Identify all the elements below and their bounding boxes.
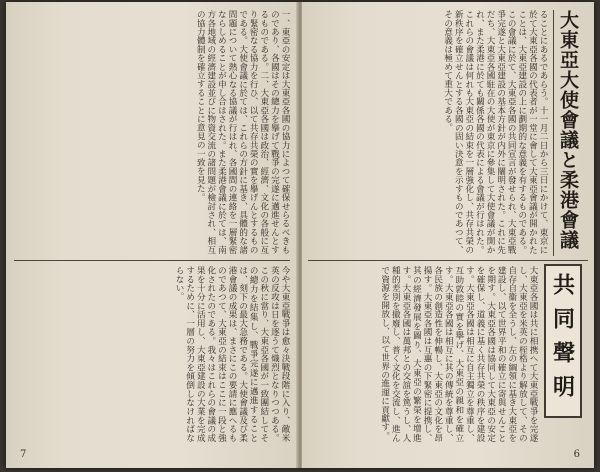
- article-headline: 大東亞大使會議と柔港會議: [557, 10, 579, 250]
- left-column-divider: [14, 260, 290, 261]
- page-number-right: 6: [573, 449, 580, 460]
- page-number-left: 7: [20, 449, 27, 460]
- headline-rule: [553, 10, 554, 256]
- left-top-column: 一、東亞の安定は大東亞各國の協力によつて確保せらるべきものであり、各國はその總力を擧げて戰爭の完遂に邁進せんとするものである。二、大東亞各國は政治、經濟、文化の各般に亙り緊密なる協力を行ひ、以て共存共榮の實を擧げんとするものである。大使會議に於ては、これらの方針に基き、具體的な諸問題について熱心なる協議が行はれ、各國間の連絡を一層緊密ならしめることが申し合はされた。また柔港會議に於ては、南方各地域の經濟建設並びに物資交流の諸問題が檢討され、相互の協力體制を確立することに意見の一致を見た。: [195, 10, 290, 254]
- joint-statement-box: 共同聲明: [544, 264, 582, 418]
- page-right: [302, 2, 594, 468]
- right-bottom-column: 大東亞各國は共に相携へて大東亞戰爭を完遂し、大東亞を米英の桎梏より解放して、その自存自衞を全うし、左の綱領に基き大東亞を建設し、以て世界平和の確立に寄與せんことを期す。大東亞各國は協同して大東亞の安定を確保し、道義に基く共存共榮の秩序を建設す。大東亞各國は相互に自主獨立を尊重し、互助敦睦の實を擧げ、大東亞の親和を確立す。大東亞各國は相互に其の傳統を尊重し、各民族の創造性を伸暢し、大東亞の文化を昂揚す。大東亞各國は互惠の下緊密に提携し、其の經濟發展を圖り、大東亞の繁榮を增進す。大東亞各國は萬邦との交誼を篤うし、人種的差別を撤廢し、普く文化を交流し、進んで資源を開放し、以て世界の進運に貢獻す。: [379, 266, 538, 442]
- left-bottom-column: 今や大東亞戰爭は愈々決戰段階に入り、敵米英の反攻は日を逐うて熾烈となりつつある。この秋に當り、大東亞各國が一致團結してその總力を結集し、戰爭完遂に邁進することは、刻下の最大急務である。大使會議及び柔港會議の成果は、まさにこの要請に應へるものであつて、大東亞の結束はここに一段と強化されたのである。我々はこれらの會議の成果を十分に活用し、大東亞建設の大業を完成するために、一層の努力を傾倒しなければならない。: [174, 266, 290, 442]
- page-left: [6, 2, 298, 468]
- magazine-spread: [6, 2, 594, 468]
- right-top-column: ることにあるであらう。十一月二日から三日にかけて、東京に於て大東亞各國の代表者が一堂に會して大東亞會議が開かれたことは、大東亞建設の上に劃期的な意義を有するものである。この會議に於て、大東亞各國の共同宣言が發せられ、大東亞戰爭完遂と大東亞建設の基本方針が内外に闡明された。これに先だち、大東亞各國駐在の大使が東京に參集して大使會議が開かれ、また柔港に於ても關係各國の代表による會議が行はれた。これらの會議は何れも大東亞の結束を一層強化し、共存共榮の新秩序を確立せんとする各國の固い決意を示すものであつて、その意義は極めて重大である。: [442, 10, 548, 254]
- right-column-divider: [308, 260, 588, 261]
